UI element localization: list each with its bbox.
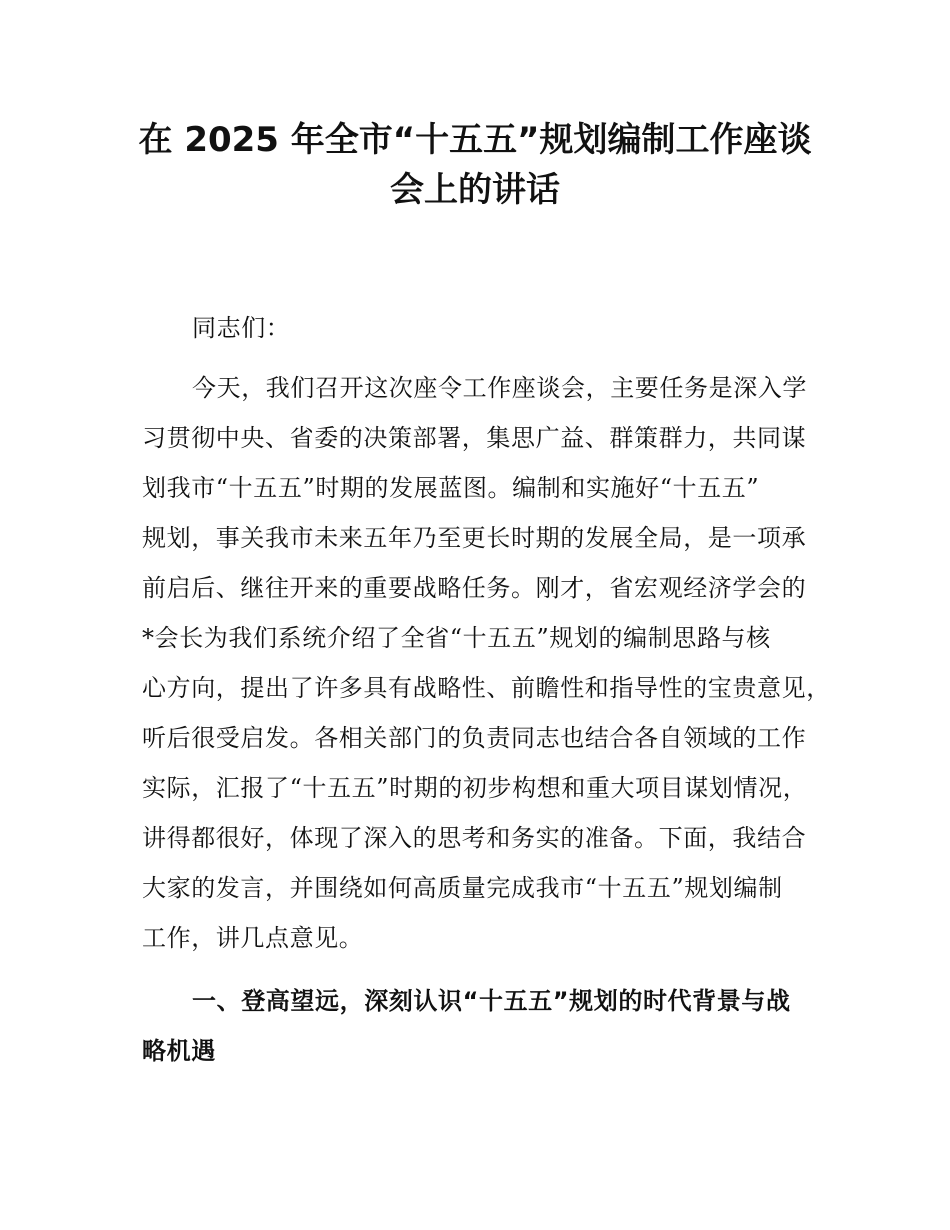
paragraph-line: 心方向，提出了许多具有战略性、前瞻性和指导性的宝贵意见， — [142, 674, 831, 702]
section-heading-line-2: 略机遇 — [142, 1037, 216, 1065]
paragraph-line: *会长为我们系统介绍了全省“十五五”规划的编制思路与核 — [142, 624, 771, 652]
document-title-line-2: 会上的讲话 — [390, 170, 560, 210]
document-title-line-1: 在 2025 年全市“十五五”规划编制工作座谈 — [138, 120, 812, 160]
paragraph-line: 规划，事关我市未来五年乃至更长时期的发展全局，是一项承 — [142, 524, 807, 552]
paragraph-line: 大家的发言，并围绕如何高质量完成我市“十五五”规划编制 — [142, 874, 783, 902]
paragraph-line: 今天，我们召开这次座令工作座谈会，主要任务是深入学 — [192, 374, 807, 402]
paragraph-line: 习贯彻中央、省委的决策部署，集思广益、群策群力，共同谋 — [142, 424, 807, 452]
paragraph-line: 划我市“十五五”时期的发展蓝图。编制和实施好“十五五” — [142, 474, 760, 502]
paragraph-line: 工作，讲几点意见。 — [142, 924, 364, 952]
paragraph-line: 实际，汇报了“十五五”时期的初步构想和重大项目谋划情况， — [142, 774, 808, 802]
paragraph-line: 讲得都很好，体现了深入的思考和务实的准备。下面，我结合 — [142, 824, 807, 852]
paragraph-line: 听后很受启发。各相关部门的负责同志也结合各自领域的工作 — [142, 724, 807, 752]
salutation: 同志们： — [192, 314, 291, 342]
paragraph-line: 前启后、继往开来的重要战略任务。刚才，省宏观经济学会的 — [142, 574, 807, 602]
section-heading-line-1: 一、登高望远，深刻认识“十五五”规划的时代背景与战 — [192, 987, 791, 1015]
